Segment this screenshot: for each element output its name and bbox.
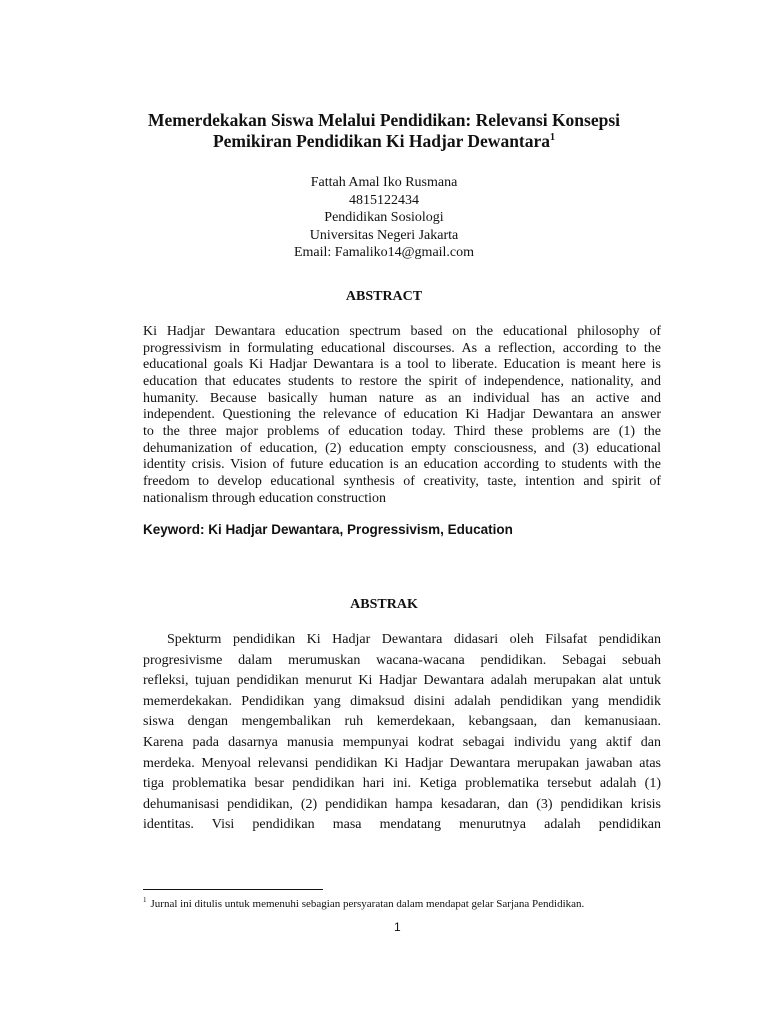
abstract-line: identity crisis. Vision of future education is an education according to students with the [143, 457, 661, 473]
keywords: Keyword: Ki Hadjar Dewantara, Progressivism, Education [143, 522, 513, 537]
abstrak-line: merdeka. Menyoal relevansi pendidikan Ki Hadjar Dewantara merupakan jawaban atas [143, 755, 661, 771]
abstrak-line: memerdekakan. Pendidikan yang dimaksud disini adalah pendidikan yang mendidik [143, 693, 661, 709]
abstrak-indonesian-body [143, 630, 661, 836]
abstract-english-body [143, 324, 661, 507]
author-university: Universitas Negeri Jakarta [309, 227, 459, 243]
abstrak-line: progresivisme dalam merumuskan wacana-wacana pendidikan. Sebagai sebuah [143, 652, 661, 668]
abstract-line: Ki Hadjar Dewantara education spectrum based on the educational philosophy of [143, 324, 661, 339]
abstrak-line: dehumanisasi pendidikan, (2) pendidikan hampa kesadaran, dan (3) pendidikan krisis [143, 796, 661, 812]
abstrak-line: tiga problematika besar pendidikan hari ini. Ketiga problematika tersebut adalah (1) [143, 776, 661, 792]
abstrak-line: refleksi, tujuan pendidikan menurut Ki Hadjar Dewantara adalah merupakan alat untuk [143, 673, 661, 689]
abstract-line: to the three major problems of education today. Third these problems are (1) the [143, 423, 661, 439]
abstract-line: progressivism in formulating educational discourses. As a reflection, according to the [143, 340, 661, 356]
footnote [143, 898, 584, 910]
abstrak-line: Spekturm pendidikan Ki Hadjar Dewantara didasari oleh Filsafat pendidikan [167, 632, 661, 647]
footnote-divider [143, 889, 323, 890]
abstract-line: humanity. Because basically human nature as an individual has an active and [143, 390, 661, 406]
abstract-line: education that educates students to restore the spirit of independence, nationality, and [143, 373, 661, 389]
author-program: Pendidikan Sosiologi [324, 210, 444, 225]
footnote-marker: 1 [143, 896, 147, 905]
author-email[interactable]: Email: Famaliko14@gmail.com [293, 245, 475, 260]
abstract-line: dehumanization of education, (2) education empty consciousness, and (3) educational [143, 440, 661, 456]
abstract-line: nationalism through education construction [143, 490, 387, 506]
author-student-id: 4815122434 [349, 192, 419, 208]
abstract-heading: ABSTRACT [345, 289, 423, 304]
author-block [160, 174, 608, 262]
page-number: 1 [394, 920, 401, 934]
title-line-1: Memerdekakan Siswa Melalui Pendidikan: Relevansi Konsepsi [147, 110, 621, 130]
author-name: Fattah Amal Iko Rusmana [310, 175, 458, 190]
abstract-line: freedom to develop educational synthesis of creativity, taste, intention and spirit of [143, 473, 661, 489]
abstrak-line: identitas. Visi pendidikan masa mendatang menurutnya adalah pendidikan [143, 817, 661, 833]
abstrak-line: siswa dengan mengembalikan ruh kemerdekaan, kebangsaan, dan kemanusiaan. [143, 714, 661, 730]
title-footnote-marker[interactable]: 1 [550, 132, 556, 144]
footnote-text: Jurnal ini ditulis untuk memenuhi sebagian persyaratan dalam mendapat gelar Sarjana Pendidikan. [150, 898, 585, 910]
title-line-2 [110, 131, 658, 152]
abstract-line: educational goals Ki Hadjar Dewantara is a tool to liberate. Education is meant here is [143, 357, 661, 373]
title-line-2-text: Pemikiran Pendidikan Ki Hadjar Dewantara [212, 131, 551, 151]
abstract-line: independent. Questioning the relevance of education Ki Hadjar Dewantara an answer [143, 407, 661, 423]
abstrak-line: Karena pada dasarnya manusia mempunyai kodrat sebagai individu yang aktif dan [143, 734, 661, 750]
abstrak-heading: ABSTRAK [350, 597, 418, 612]
paper-title [110, 110, 658, 152]
